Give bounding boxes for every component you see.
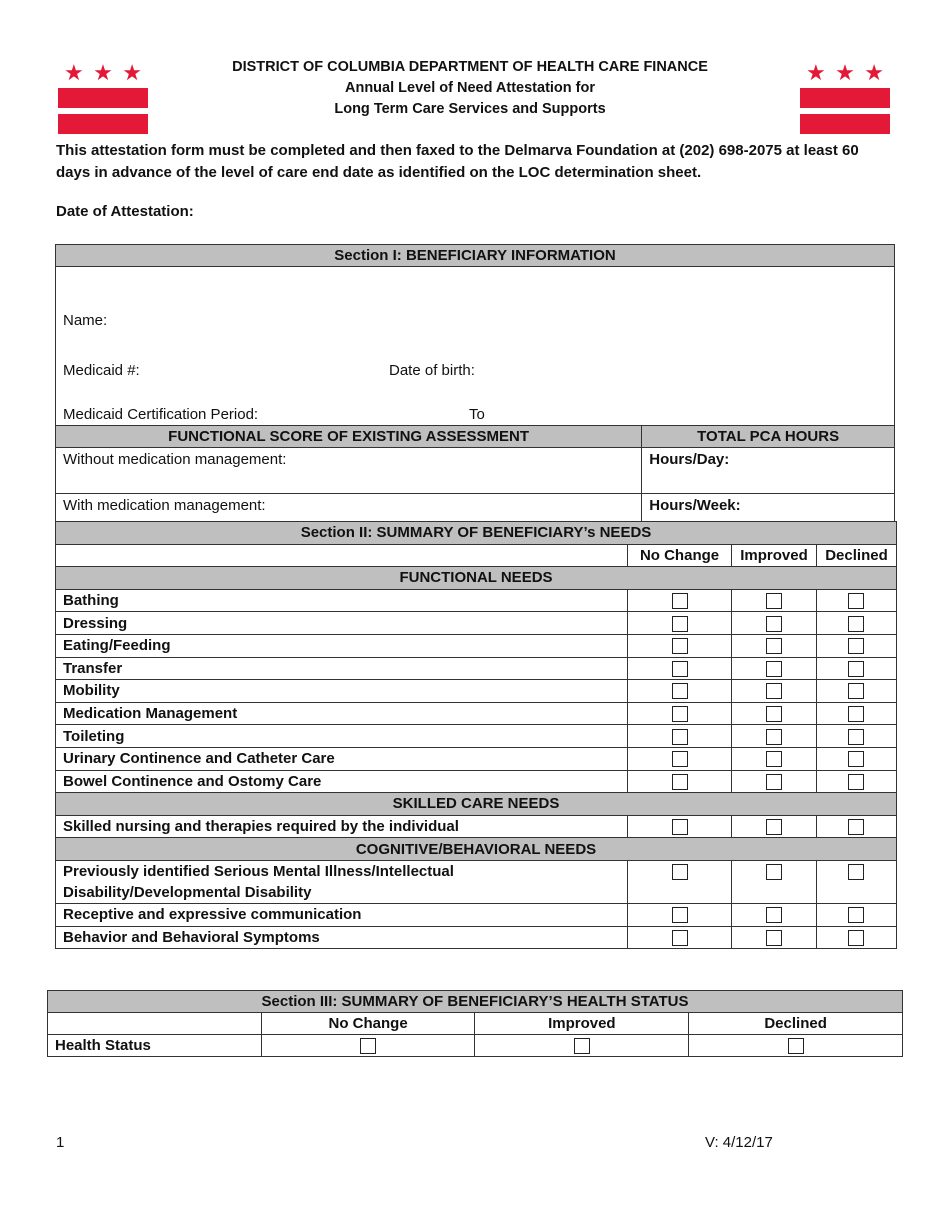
improved-checkbox[interactable] [766, 907, 782, 923]
declined-checkbox[interactable] [848, 819, 864, 835]
table-row [56, 612, 897, 635]
declined-checkbox[interactable] [848, 930, 864, 946]
declined-checkbox[interactable] [848, 661, 864, 677]
no-change-checkbox[interactable] [672, 683, 688, 699]
need-toileting: Toileting [56, 725, 628, 748]
improved-checkbox[interactable] [766, 706, 782, 722]
column-declined: Declined [689, 1013, 903, 1035]
no-change-checkbox[interactable] [672, 616, 688, 632]
need-skilled-nursing: Skilled nursing and therapies required by the individual [56, 815, 628, 838]
intro-text: This attestation form must be completed and then faxed to the Delmarva Foundation at (202) 698-2075 at least 60 days in advance of the level of care end date as identified on the LOC determination sheet. [56, 142, 859, 181]
improved-checkbox[interactable] [766, 751, 782, 767]
table-row [56, 725, 897, 748]
skilled-care-header: SKILLED CARE NEEDS [56, 793, 897, 816]
star-icon: ★ [64, 60, 84, 85]
column-no-change: No Change [261, 1013, 475, 1035]
table-row [56, 747, 897, 770]
improved-checkbox[interactable] [766, 683, 782, 699]
declined-checkbox[interactable] [848, 616, 864, 632]
improved-checkbox[interactable] [766, 729, 782, 745]
column-no-change: No Change [628, 544, 732, 567]
improved-checkbox[interactable] [766, 864, 782, 880]
page-number: 1 [56, 1134, 65, 1151]
need-eating-feeding: Eating/Feeding [56, 634, 628, 657]
column-declined: Declined [816, 544, 896, 567]
improved-checkbox[interactable] [766, 819, 782, 835]
need-bathing: Bathing [56, 589, 628, 612]
star-icon: ★ [806, 60, 826, 85]
table-row [56, 634, 897, 657]
star-icon: ★ [835, 60, 855, 85]
no-change-checkbox[interactable] [672, 638, 688, 654]
hours-week-label: Hours/Week: [642, 494, 895, 540]
declined-checkbox[interactable] [848, 751, 864, 767]
declined-checkbox[interactable] [848, 706, 864, 722]
column-improved: Improved [475, 1013, 689, 1035]
declined-checkbox[interactable] [848, 593, 864, 609]
no-change-checkbox[interactable] [672, 661, 688, 677]
declined-checkbox[interactable] [848, 864, 864, 880]
need-dressing: Dressing [56, 612, 628, 635]
date-of-attestation-label: Date of Attestation: [56, 203, 194, 220]
need-mobility: Mobility [56, 680, 628, 703]
star-icon: ★ [864, 60, 884, 85]
need-behavior: Behavior and Behavioral Symptoms [56, 926, 628, 949]
section-1-title: Section I: BENEFICIARY INFORMATION [56, 245, 895, 267]
declined-checkbox[interactable] [848, 683, 864, 699]
cognitive-behavioral-header: COGNITIVE/BEHAVIORAL NEEDS [56, 838, 897, 861]
dob-label: Date of birth: [389, 362, 475, 379]
declined-checkbox[interactable] [848, 774, 864, 790]
document-header [200, 57, 740, 120]
pca-hours-header: TOTAL PCA HOURS [642, 426, 895, 448]
star-icon: ★ [122, 60, 142, 85]
table-row [56, 926, 897, 949]
with-medication-label: With medication management: [56, 494, 642, 540]
functional-score-header: FUNCTIONAL SCORE OF EXISTING ASSESSMENT [56, 426, 642, 448]
improved-checkbox[interactable] [766, 774, 782, 790]
dc-flag-icon-left [58, 62, 148, 140]
table-row [56, 815, 897, 838]
need-mental-illness-line-2: Disability/Developmental Disability [63, 883, 312, 901]
star-icon: ★ [93, 60, 113, 85]
section-2-table [55, 521, 897, 949]
section-3-table [47, 990, 903, 1057]
column-improved: Improved [731, 544, 816, 567]
table-row [48, 1035, 903, 1057]
dc-flag-icon-right [800, 62, 890, 140]
table-row [56, 903, 897, 926]
improved-checkbox[interactable] [766, 661, 782, 677]
health-status-label: Health Status [48, 1035, 262, 1057]
header-line-2: Annual Level of Need Attestation for [344, 80, 595, 96]
need-mental-illness-line-1: Previously identified Serious Mental Illness/Intellectual [63, 862, 454, 880]
header-line-1: DISTRICT OF COLUMBIA DEPARTMENT OF HEALTH CARE FINANCE [232, 59, 708, 75]
need-mental-illness [56, 860, 628, 903]
table-row [56, 680, 897, 703]
certification-period-label: Medicaid Certification Period: [63, 406, 259, 423]
section-3-title: Section III: SUMMARY OF BENEFICIARY’S HEALTH STATUS [48, 991, 903, 1013]
no-change-checkbox[interactable] [672, 864, 688, 880]
table-row [56, 657, 897, 680]
improved-checkbox[interactable] [574, 1038, 590, 1054]
declined-checkbox[interactable] [848, 907, 864, 923]
need-transfer: Transfer [56, 657, 628, 680]
need-urinary-continence: Urinary Continence and Catheter Care [56, 747, 628, 770]
improved-checkbox[interactable] [766, 638, 782, 654]
to-label: To [469, 406, 485, 423]
table-row [56, 702, 897, 725]
no-change-checkbox[interactable] [672, 819, 688, 835]
functional-needs-header: FUNCTIONAL NEEDS [56, 567, 897, 590]
hours-day-label: Hours/Day: [642, 448, 895, 494]
no-change-checkbox[interactable] [672, 706, 688, 722]
table-row [56, 589, 897, 612]
no-change-checkbox[interactable] [672, 751, 688, 767]
table-row [56, 860, 897, 903]
section-2-title: Section II: SUMMARY OF BENEFICIARY’s NEEDS [56, 522, 897, 545]
no-change-checkbox[interactable] [672, 593, 688, 609]
need-medication-management: Medication Management [56, 702, 628, 725]
header-line-3: Long Term Care Services and Supports [334, 101, 606, 117]
declined-checkbox[interactable] [848, 638, 864, 654]
declined-checkbox[interactable] [788, 1038, 804, 1054]
improved-checkbox[interactable] [766, 616, 782, 632]
version-label: V: 4/12/17 [705, 1134, 773, 1151]
name-label: Name: [63, 312, 108, 329]
without-medication-label: Without medication management: [56, 448, 642, 494]
no-change-checkbox[interactable] [672, 729, 688, 745]
section-1-table [55, 244, 895, 540]
need-communication: Receptive and expressive communication [56, 903, 628, 926]
need-bowel-continence: Bowel Continence and Ostomy Care [56, 770, 628, 793]
improved-checkbox[interactable] [766, 930, 782, 946]
declined-checkbox[interactable] [848, 729, 864, 745]
medicaid-label: Medicaid #: [63, 362, 140, 379]
no-change-checkbox[interactable] [360, 1038, 376, 1054]
table-row [56, 770, 897, 793]
no-change-checkbox[interactable] [672, 774, 688, 790]
no-change-checkbox[interactable] [672, 907, 688, 923]
no-change-checkbox[interactable] [672, 930, 688, 946]
improved-checkbox[interactable] [766, 593, 782, 609]
